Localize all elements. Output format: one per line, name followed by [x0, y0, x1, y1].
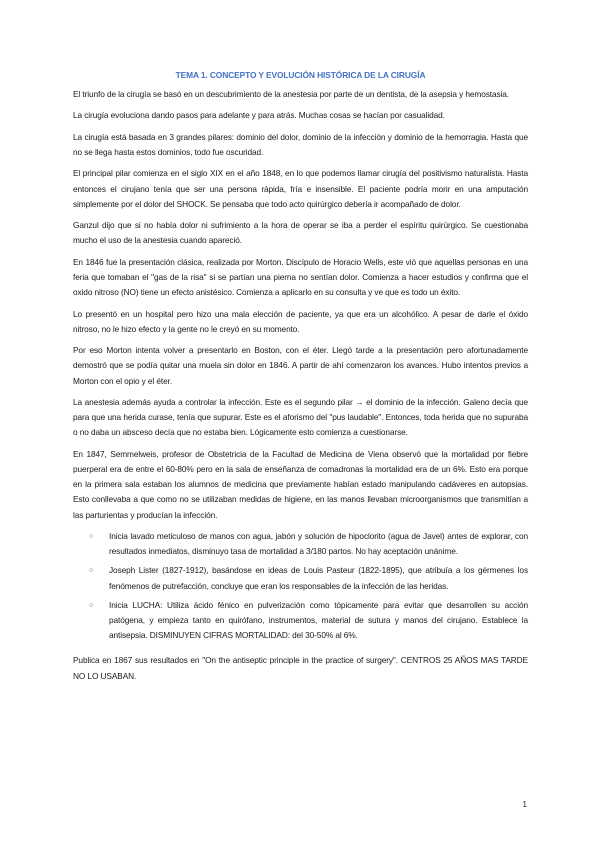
list-item-text: Joseph Lister (1827-1912), basándose en ideas de Louis Pasteur (1822-1895), que atribuía a los gérmenes los fenómenos de putrefacción, concluye que eran los responsables de la infección de las heridas. [109, 565, 528, 591]
list-item-text: Inicia LUCHA: Utiliza ácido fénico en pulverización como tópicamente para evitar que desarrollen su acción patógena, y empieza tanto en quirófano, instrumentos, material de sutura y manos del cirujano. Establece la antisepsia. DISMINUYEN CIFRAS MORTALIDAD: del 30-50% al 6%. [109, 599, 528, 641]
paragraph-3: La cirugía está basada en 3 grandes pilares: dominio del dolor, dominio de la infección y dominio de la hemorragia. Hasta que no se llega hasta estos dominios, todo fue oscuridad. [73, 131, 528, 157]
paragraph-7: Lo presentó en un hospital pero hizo una mala elección de paciente, ya que era un alcohólico. A pesar de darle el óxido nitroso, no le hizo efecto y la gente no le creyó en su momento. [73, 308, 528, 334]
list-item [89, 529, 528, 559]
list-item-text: Inicia lavado meticuloso de manos con agua, jabón y solución de hipoclorito (agua de Javel) antes de explorar, con resultados inmediatos, disminuyo tasa de mortalidad a 3/180 partos. No hay aceptación unánime. [109, 530, 528, 557]
circle-bullet-icon: ○ [89, 567, 94, 575]
circle-bullet-icon: ○ [89, 532, 94, 540]
paragraph-2: La cirugía evoluciona dando pasos para adelante y para atrás. Muchas cosas se hacían por casualidad. [73, 110, 445, 121]
paragraph-6: En 1846 fue la presentación clásica, realizada por Morton. Discípulo de Horacio Wells, este vió que aquellas personas en una feria que tomaban el "gas de la risa" si se partían una pierna no sentían dolor. Comienza a hacer estudios y confirma que el oxido nitroso (NO) tiene un efecto anistésico. Comienza a aplicarlo en su consulta y ve que es todo un éxito. [73, 256, 528, 298]
paragraph-9: La anestesia además ayuda a controlar la infección. Este es el segundo pilar → el dominio de la infección. Galeno decía que para que una herida curase, tenía que supurar. Este es el aforismo del "pus laudable". Entonces, toda herida que no supuraba o no daba un absceso decía que no estaba bien. Lógicamente esto comienza a cuestionarse. [73, 396, 528, 438]
bullet-list [73, 529, 528, 643]
paragraph-4: El principal pilar comienza en el siglo XIX en el año 1848, en lo que podemos llamar cirugía del positivismo naturalista. Hasta entonces el cirujano tenía que ser una persona rápida, fría e insensible. El paciente podría morir en una amputación simplemente por el dolor del SHOCK. Se pensaba que todo acto quirúrgico debería ir acompañado de dolor. [73, 168, 528, 209]
list-item [89, 563, 528, 593]
paragraph-8: Por eso Morton intenta volver a presentarlo en Boston, con el éter. Llegó tarde a la presentación pero afortunadamente demostró que se podía quitar una muela sin dolor en 1846. A partir de ahí comenzaron los avances. Hubo intentos previos a Morton con el opio y el éter. [73, 345, 528, 386]
paragraph-1: El triunfo de la cirugía se basó en un descubrimiento de la anestesia por parte de un dentista, de la asepsia y hemostasia. [73, 89, 510, 99]
paragraph-10: En 1847, Semmelweis, profesor de Obstetricia de la Facultad de Medicina de Viena observó que la mortalidad por fiebre puerperal era de entre el 60-80% pero en la sala de enseñanza de comadronas la mortalidad era de un 6%. Esto era porque en la primera sala estaban los alumnos de medicina que previamente habían estado manipulando cadáveres en autopsias. Esto conllevaba a que como no se utilizaban medidas de higiene, en las manos llevaban microorganismos que transmitían a las parturientas y producían la infección. [73, 448, 528, 520]
page-number: 1 [522, 800, 527, 809]
page-content [73, 70, 528, 690]
document-title: TEMA 1. CONCEPTO Y EVOLUCIÓN HISTÓRICA DE LA CIRUGÍA [175, 70, 426, 80]
list-item [89, 598, 528, 644]
circle-bullet-icon: ○ [89, 601, 94, 609]
paragraph-5: Ganzul dijo que si no había dolor ni sufrimiento a la hora de operar se iba a perder el espíritu quirúrgico. Se cuestionaba mucho el uso de la anestesia cuando apareció. [73, 220, 528, 246]
closing-paragraph: Publica en 1867 sus resultados en "On the antiseptic principle in the practice of surgery". CENTROS 25 AÑOS MAS TARDE NO LO USABAN. [73, 655, 528, 681]
